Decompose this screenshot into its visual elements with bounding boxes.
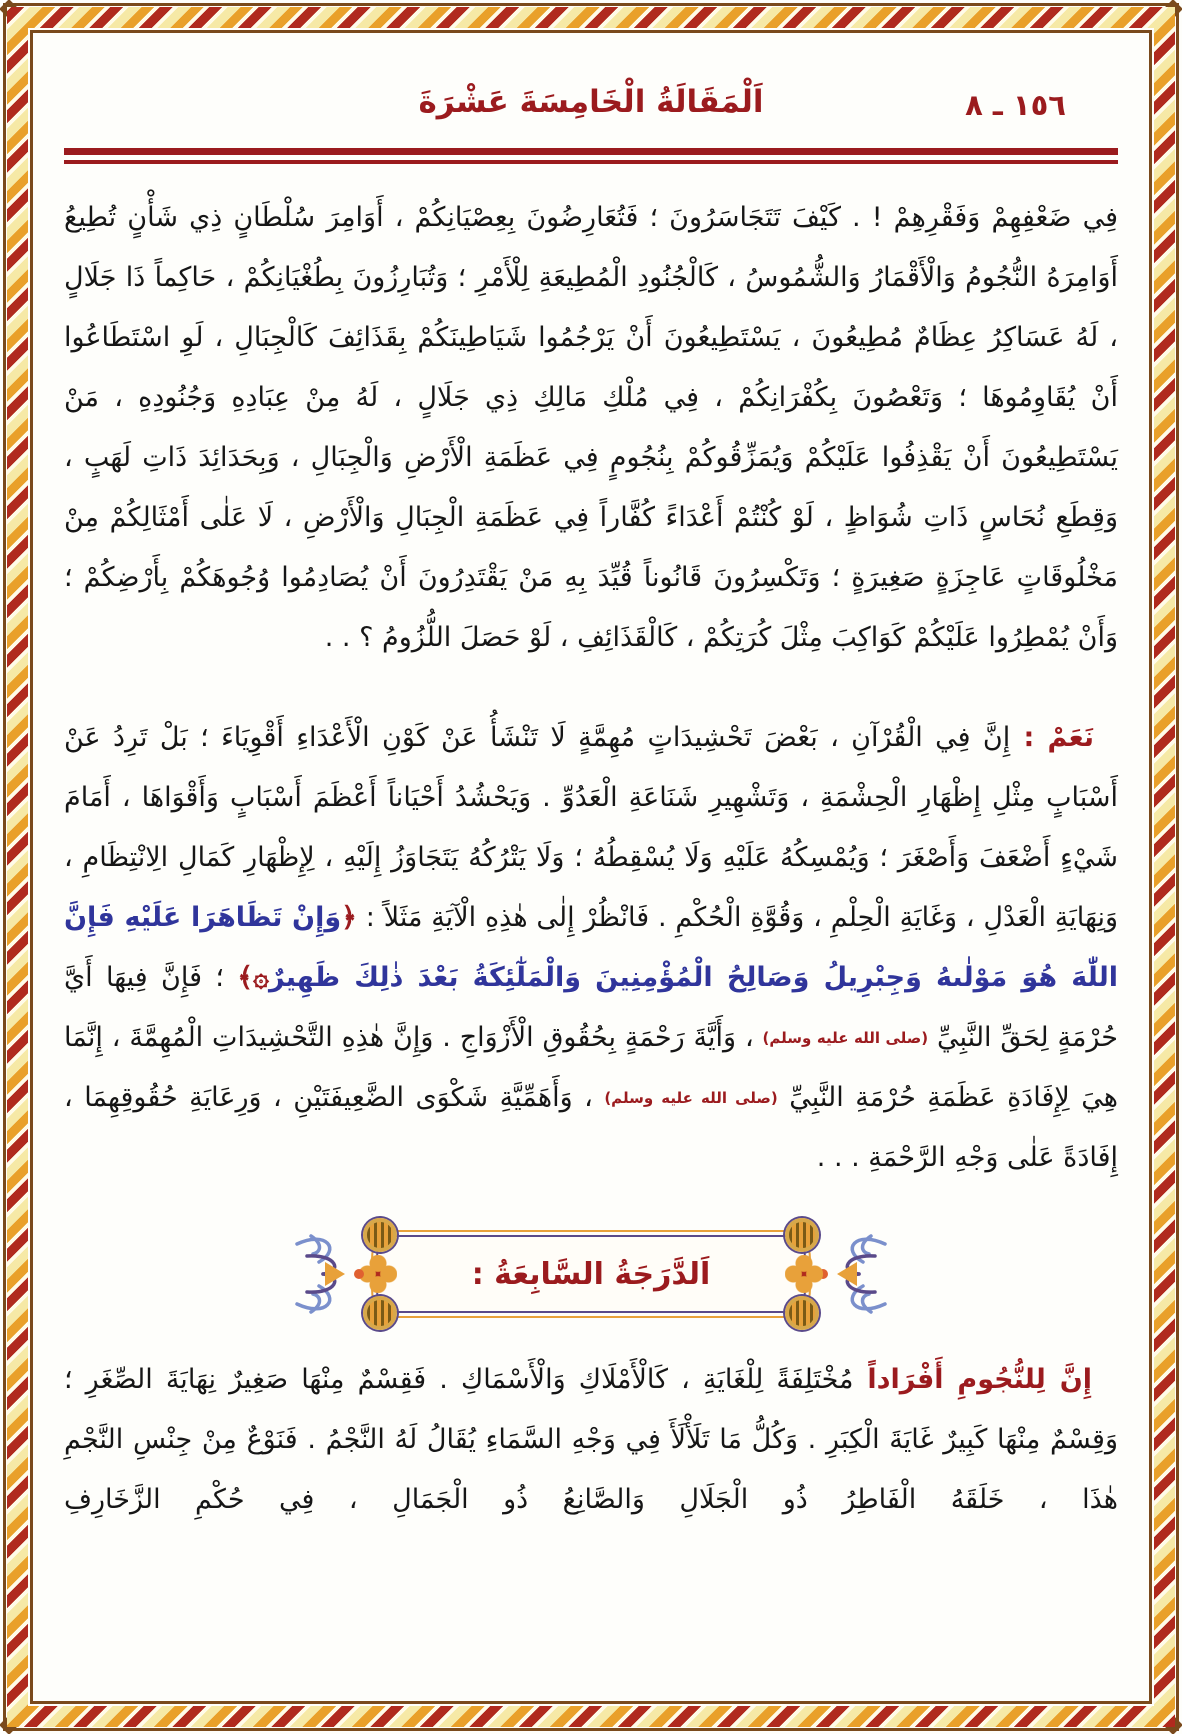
verse-bracket-close: ﴾ xyxy=(237,962,254,993)
paragraph-2-body2: ؛ فَإِنَّ فِيهَا أَيَّ حُرْمَةٍ لِحَقِّ النَّبِيِّ xyxy=(64,962,1118,1053)
page-header xyxy=(64,84,1118,138)
paragraph-1 xyxy=(64,188,1118,668)
paragraph-2-lead: نَعَمْ : xyxy=(1010,722,1094,753)
salawat-emblem: (صلى الله عليه وسلم) xyxy=(604,1089,778,1107)
section-title: اَلدَّرَجَةُ السَّابِعَةُ : xyxy=(471,1256,711,1292)
page-title: اَلْمَقَالَةُ الْخَامِسَةَ عَشْرَةَ xyxy=(418,84,764,120)
paragraph-2-body3: ، وَأَيَّةَ رَحْمَةٍ بِحُقُوقِ الْأَزْوَاجِ . وَإِنَّ هٰذِهِ التَّحْشِيدَاتِ الْمُهِمَّةَ ، إِنَّمَا هِيَ لِإِفَادَةِ عَظَمَةِ حُرْمَةِ النَّبِيِّ xyxy=(64,1022,1118,1113)
salawat-emblem: (صلى الله عليه وسلم) xyxy=(762,1029,929,1047)
header-rule-thick xyxy=(64,148,1118,155)
divider-flourish-left xyxy=(287,1222,371,1326)
paragraph-2-body1: إِنَّ فِي الْقُرْآنِ ، بَعْضَ تَحْشِيدَاتٍ مُهِمَّةٍ لَا تَنْشَأُ عَنْ كَوْنِ الْأَعْدَاءِ أَقْوِيَاءَ ؛ بَلْ تَرِدُ عَنْ أَسْبَابٍ مِثْلِ إِظْهَارِ الْحِشْمَةِ ، وَتَشْهِيرِ شَنَاعَةِ الْعَدُوِّ . وَيَحْشُدُ أَحْيَاناً أَعْظَمَ أَسْبَابٍ وَأَقْوَاهَا ، أَمَامَ شَيْءٍ أَضْعَفَ وَأَصْغَرَ ؛ وَيُمْسِكُهُ عَلَيْهِ وَلَا يُسْقِطُهُ ؛ وَلَا يَتْرُكُهُ يَتَجَاوَزُ إِلَيْهِ ، لِإِظْهَارِ كَمَالِ الِانْتِظَامِ ، وَنِهَايَةِ الْعَدْلِ ، وَغَايَةِ الْحِلْمِ ، وَقُوَّةِ الْحُكْمِ . فَانْظُرْ إِلٰى هٰذِهِ الْآيَةِ مَثَلاً : xyxy=(64,722,1118,933)
paragraph-2-body4: ، وَأَهَمِّيَّةِ شَكْوَى الضَّعِيفَتَيْنِ ، وَرِعَايَةِ حُقُوقِهِمَا ، إِفَادَةً عَلٰى وَجْهِ الرَّحْمَةِ . . . xyxy=(64,1082,1118,1173)
paragraph-3 xyxy=(64,1350,1118,1530)
corner-spur-icon xyxy=(1163,1715,1182,1734)
corner-spur-icon xyxy=(0,1715,19,1734)
ayah-rosette-icon: ۞ xyxy=(253,962,269,993)
divider-medallion-icon xyxy=(785,1218,819,1252)
divider-cartouche xyxy=(371,1230,811,1318)
paragraph-2 xyxy=(64,708,1118,1188)
section-divider xyxy=(64,1222,1118,1326)
divider-medallion-icon xyxy=(785,1296,819,1330)
paragraph-3-body: مُخْتَلِفَةً لِلْغَايَةِ ، كَالْأَمْلَاكِ وَالْأَسْمَاكِ . فَقِسْمٌ مِنْهَا صَغِيرٌ نِهَايَةَ الصِّغَرِ ؛ وَقِسْمٌ مِنْهَا كَبِيرٌ غَايَةَ الْكِبَرِ . وَكُلُّ مَا تَلَأْلَأَ فِي وَجْهِ السَّمَاءِ يُقَالُ لَهُ النَّجْمُ . فَنَوْعٌ مِنْ جِنْسِ النَّجْمِ هٰذَا ، خَلَقَهُ الْفَاطِرُ ذُو الْجَلَالِ وَالصَّانِعُ ذُو الْجَمَالِ ، فِي حُكْمِ الزَّخَارِفِ xyxy=(64,1364,1118,1515)
divider-quatrefoil-icon xyxy=(785,1255,823,1293)
quran-verse: وَإِنْ تَظَاهَرَا عَلَيْهِ فَإِنَّ اللّٰهَ هُوَ مَوْلٰىهُ وَجِبْرِيلُ وَصَالِحُ الْمُؤْمِنِينَ وَالْمَلٰٓئِكَةُ بَعْدَ ذٰلِكَ ظَهِيرٌ xyxy=(64,902,1118,993)
verse-bracket-open: ﴿ xyxy=(341,902,357,933)
header-rule-thin xyxy=(64,160,1118,164)
divider-flourish-right xyxy=(811,1222,895,1326)
paragraph-3-lead: إِنَّ لِلنُّجُومِ أَفْرَاداً xyxy=(853,1364,1092,1395)
page-number: ١٥٦ ـ ٨ xyxy=(965,88,1066,122)
paragraph-1-text: فِي ضَعْفِهِمْ وَفَقْرِهِمْ ! . كَيْفَ تَتَجَاسَرُونَ ؛ فَتُعَارِضُونَ بِعِصْيَانِكُمْ ، أَوَامِرَ سُلْطَانٍ ذِي شَأْنٍ تُطِيعُ أَوَامِرَهُ النُّجُومُ وَالْأَقْمَارُ وَالشُّمُوسُ ، كَالْجُنُودِ الْمُطِيعَةِ لِلْأَمْرِ ؛ وَتُبَارِزُونَ بِطُغْيَانِكُمْ ، حَاكِماً ذَا جَلَالٍ ، لَهُ عَسَاكِرُ عِظَامٌ مُطِيعُونَ ، يَسْتَطِيعُونَ أَنْ يَرْجُمُوا شَيَاطِينَكُمْ بِقَذَائِفَ كَالْجِبَالِ ، لَوِ اسْتَطَاعُوا أَنْ يُقَاوِمُوهَا ؛ وَتَعْصُونَ بِكُفْرَانِكُمْ ، فِي مُلْكِ مَالِكِ ذِي جَلَالٍ ، لَهُ مِنْ عِبَادِهِ وَجُنُودِهِ ، مَنْ يَسْتَطِيعُونَ أَنْ يَقْذِفُوا عَلَيْكُمْ وَيُمَزِّقُوكُمْ بِنُجُومٍ فِي عَظَمَةِ الْأَرْضِ وَالْجِبَالِ ، وَبِحَدَائِدَ ذَاتِ لَهَبٍ ، وَقِطَعِ نُحَاسٍ ذَاتِ شُوَاظٍ ، لَوْ كُنْتُمْ أَعْدَاءً كُفَّاراً فِي عَظَمَةِ الْجِبَالِ وَالْأَرْضِ ، لَا عَلٰى أَمْثَالِكُمْ مِنْ مَخْلُوقَاتٍ عَاجِزَةٍ صَغِيرَةٍ ؛ وَتَكْسِرُونَ قَانُوناً قُيِّدَ بِهِ مَنْ يَقْتَدِرُونَ أَنْ يُصَادِمُوا وُجُوهَكُمْ بِأَرْضِكُمْ ؛ وَأَنْ يُمْطِرُوا عَلَيْكُمْ كَوَاكِبَ مِثْلَ كُرَتِكُمْ ، كَالْقَذَائِفِ ، لَوْ حَصَلَ اللُّزُومُ ؟ . . xyxy=(64,202,1118,653)
